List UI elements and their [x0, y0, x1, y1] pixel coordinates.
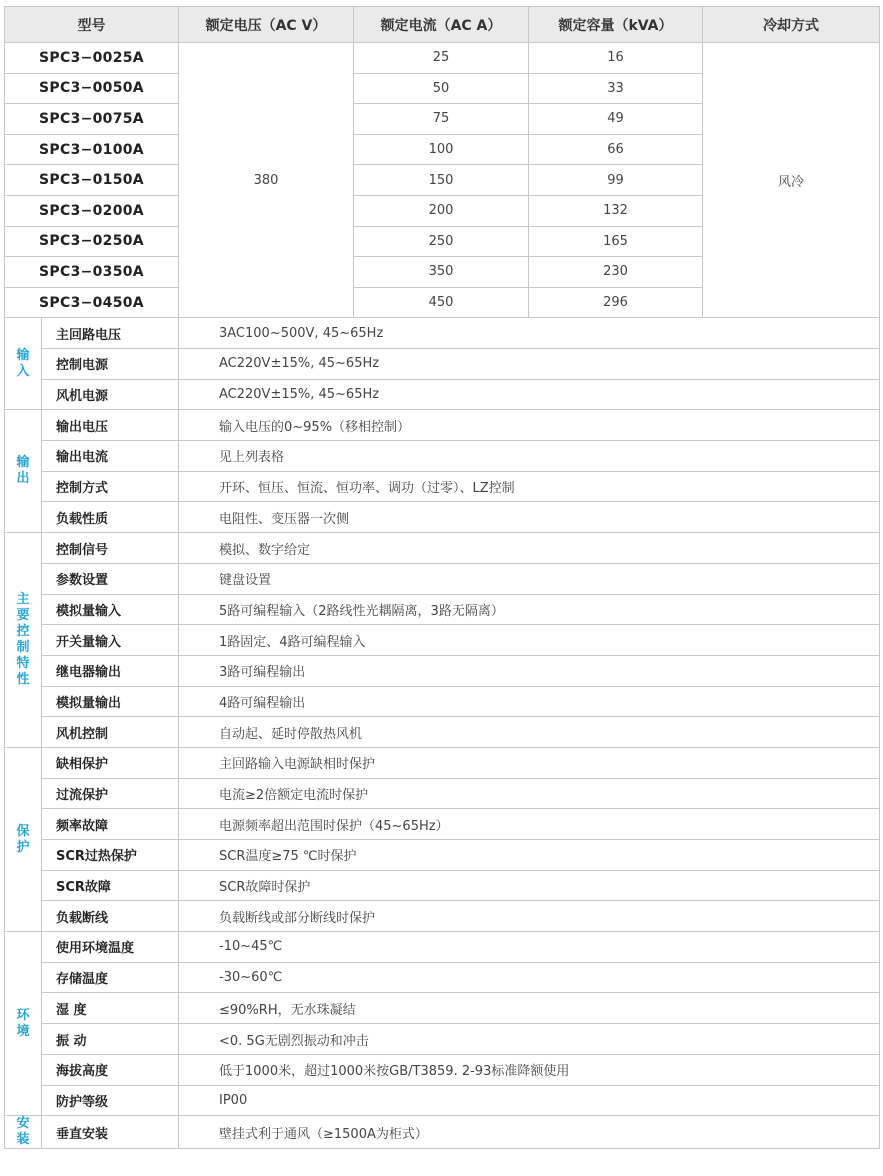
spec-value: SCR故障时保护 — [179, 870, 880, 901]
rated-voltage: 380 — [179, 43, 354, 318]
spec-value: 自动起、延时停散热风机 — [179, 717, 880, 748]
rated-capacity: 132 — [529, 195, 703, 226]
rated-current: 200 — [354, 195, 529, 226]
spec-value: -10~45℃ — [179, 932, 880, 963]
table-row — [5, 1024, 880, 1055]
table-row — [5, 502, 880, 533]
spec-label: SCR过热保护 — [42, 840, 179, 871]
rated-current: 25 — [354, 43, 529, 74]
spec-label: 参数设置 — [42, 563, 179, 594]
table-row — [5, 471, 880, 502]
spec-value: 4路可编程输出 — [179, 686, 880, 717]
table-row — [5, 655, 880, 686]
spec-value: 见上列表格 — [179, 441, 880, 472]
rated-current: 350 — [354, 257, 529, 288]
spec-label: 继电器输出 — [42, 655, 179, 686]
rated-capacity: 99 — [529, 165, 703, 196]
table-row — [5, 778, 880, 809]
section-title-text: 环境 — [16, 1007, 30, 1039]
table-row — [5, 870, 880, 901]
spec-label: 控制方式 — [42, 471, 179, 502]
table-row — [5, 410, 880, 441]
table-row — [5, 533, 880, 564]
spec-label: 湿 度 — [42, 993, 179, 1024]
spec-value: 低于1000米，超过1000米按GB/T3859. 2-93标准降额使用 — [179, 1054, 880, 1085]
spec-label: 输出电流 — [42, 441, 179, 472]
model-name: SPC3−0050A — [5, 73, 179, 104]
table-row — [5, 349, 880, 380]
spec-label: 使用环境温度 — [42, 932, 179, 963]
section-title — [5, 1116, 42, 1149]
rated-capacity: 296 — [529, 287, 703, 318]
spec-value: 3AC100~500V, 45~65Hz — [179, 318, 880, 349]
rated-capacity: 165 — [529, 226, 703, 257]
table-header-row — [5, 7, 880, 43]
spec-value: 电源频率超出范围时保护（45~65Hz） — [179, 809, 880, 840]
spec-value: AC220V±15%, 45~65Hz — [179, 379, 880, 410]
spec-label: 垂直安装 — [42, 1116, 179, 1149]
spec-label: 频率故障 — [42, 809, 179, 840]
model-name: SPC3−0250A — [5, 226, 179, 257]
section-title-text: 输出 — [16, 455, 30, 487]
spec-value: IP00 — [179, 1085, 880, 1116]
spec-value: 电阻性、变压器一次侧 — [179, 502, 880, 533]
header-capacity: 额定容量（kVA） — [529, 7, 703, 43]
spec-value: 开环、恒压、恒流、恒功率、调功（过零）、LZ控制 — [179, 471, 880, 502]
rated-current: 250 — [354, 226, 529, 257]
table-row — [5, 594, 880, 625]
spec-label: 负载断线 — [42, 901, 179, 932]
spec-value: 负载断线或部分断线时保护 — [179, 901, 880, 932]
section-title — [5, 533, 42, 748]
spec-value: <0. 5G无剧烈振动和冲击 — [179, 1024, 880, 1055]
section-title — [5, 318, 42, 410]
model-name: SPC3−0025A — [5, 43, 179, 74]
model-name: SPC3−0350A — [5, 257, 179, 288]
table-row — [5, 441, 880, 472]
spec-label: 存储温度 — [42, 962, 179, 993]
model-name: SPC3−0150A — [5, 165, 179, 196]
rated-capacity: 16 — [529, 43, 703, 74]
spec-label: 过流保护 — [42, 778, 179, 809]
table-row — [5, 747, 880, 778]
spec-label: 开关量输入 — [42, 625, 179, 656]
spec-label: 模拟量输入 — [42, 594, 179, 625]
rated-capacity: 230 — [529, 257, 703, 288]
table-row — [5, 43, 880, 74]
table-row — [5, 686, 880, 717]
table-row — [5, 1054, 880, 1085]
rated-current: 75 — [354, 104, 529, 135]
section-title-text: 保护 — [16, 823, 30, 855]
rated-capacity: 66 — [529, 134, 703, 165]
spec-label: 控制电源 — [42, 349, 179, 380]
header-current: 额定电流（AC A） — [354, 7, 529, 43]
table-row — [5, 1085, 880, 1116]
spec-label: 负载性质 — [42, 502, 179, 533]
rated-capacity: 33 — [529, 73, 703, 104]
spec-value: 5路可编程输入（2路线性光耦隔离，3路无隔离） — [179, 594, 880, 625]
spec-label: 风机电源 — [42, 379, 179, 410]
spec-table — [4, 6, 880, 1149]
cooling-method: 风冷 — [703, 43, 880, 318]
rated-current: 50 — [354, 73, 529, 104]
table-row — [5, 1116, 880, 1149]
spec-value: AC220V±15%, 45~65Hz — [179, 349, 880, 380]
spec-value: ≤90%RH，无水珠凝结 — [179, 993, 880, 1024]
model-name: SPC3−0450A — [5, 287, 179, 318]
model-name: SPC3−0075A — [5, 104, 179, 135]
rated-capacity: 49 — [529, 104, 703, 135]
section-title — [5, 932, 42, 1116]
rated-current: 150 — [354, 165, 529, 196]
table-row — [5, 840, 880, 871]
spec-value: 模拟、数字给定 — [179, 533, 880, 564]
spec-label: 模拟量输出 — [42, 686, 179, 717]
section-title-text: 主要控制特性 — [16, 592, 30, 688]
table-row — [5, 717, 880, 748]
table-row — [5, 901, 880, 932]
spec-label: 海拔高度 — [42, 1054, 179, 1085]
header-model: 型号 — [5, 7, 179, 43]
model-rows — [5, 43, 880, 318]
spec-value: 键盘设置 — [179, 563, 880, 594]
spec-value: -30~60℃ — [179, 962, 880, 993]
spec-label: 防护等级 — [42, 1085, 179, 1116]
spec-label: 输出电压 — [42, 410, 179, 441]
spec-label: SCR故障 — [42, 870, 179, 901]
spec-label: 振 动 — [42, 1024, 179, 1055]
spec-label: 缺相保护 — [42, 747, 179, 778]
table-row — [5, 318, 880, 349]
header-cooling: 冷却方式 — [703, 7, 880, 43]
spec-label: 主回路电压 — [42, 318, 179, 349]
table-row — [5, 962, 880, 993]
spec-value: 主回路输入电源缺相时保护 — [179, 747, 880, 778]
section-title — [5, 410, 42, 533]
table-row — [5, 563, 880, 594]
section-title-text: 输入 — [16, 347, 30, 379]
spec-value: 壁挂式利于通风（≥1500A为柜式） — [179, 1116, 880, 1149]
section-title-text: 安装 — [16, 1116, 30, 1148]
spec-value: 1路固定、4路可编程输入 — [179, 625, 880, 656]
section-title — [5, 747, 42, 931]
table-row — [5, 932, 880, 963]
spec-label: 风机控制 — [42, 717, 179, 748]
spec-value: 输入电压的0~95%（移相控制） — [179, 410, 880, 441]
rated-current: 100 — [354, 134, 529, 165]
spec-value: 电流≥2倍额定电流时保护 — [179, 778, 880, 809]
spec-value: SCR温度≥75 ℃时保护 — [179, 840, 880, 871]
table-row — [5, 625, 880, 656]
spec-rows — [5, 318, 880, 1149]
table-row — [5, 809, 880, 840]
table-row — [5, 379, 880, 410]
table-row — [5, 993, 880, 1024]
spec-value: 3路可编程输出 — [179, 655, 880, 686]
header-voltage: 额定电压（AC V） — [179, 7, 354, 43]
model-name: SPC3−0100A — [5, 134, 179, 165]
spec-label: 控制信号 — [42, 533, 179, 564]
rated-current: 450 — [354, 287, 529, 318]
model-name: SPC3−0200A — [5, 195, 179, 226]
